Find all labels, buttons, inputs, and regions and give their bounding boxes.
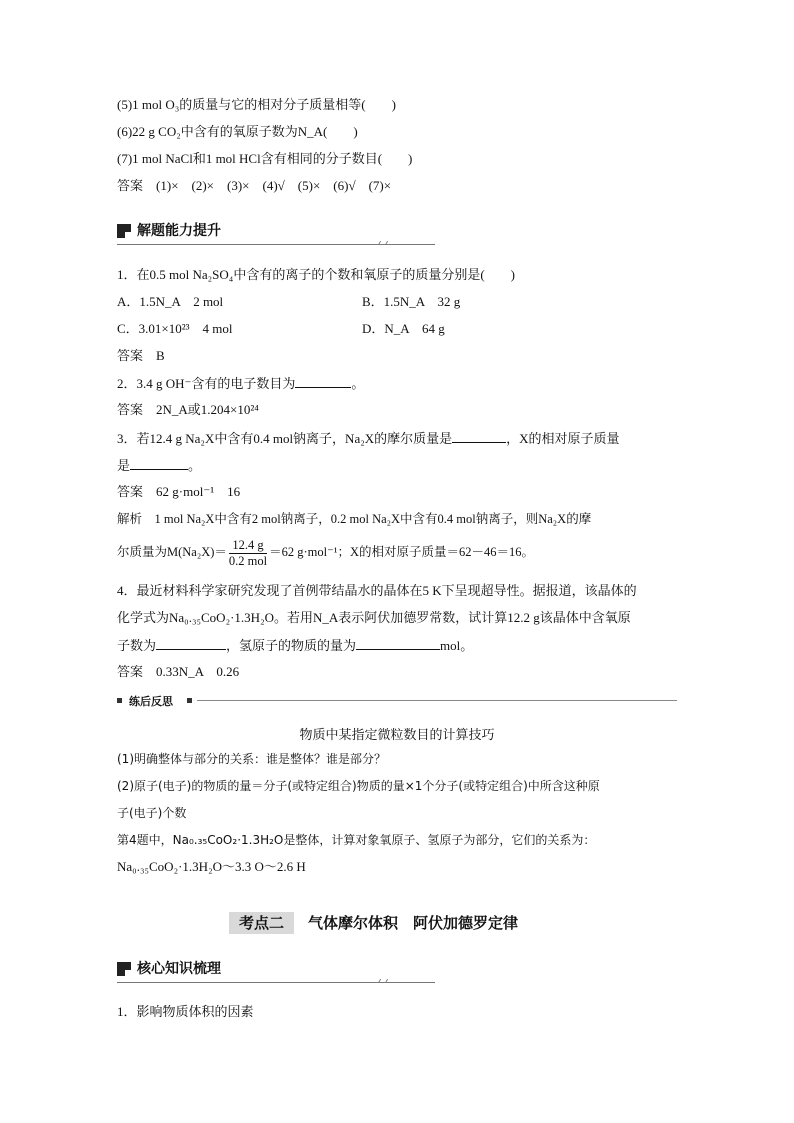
problem-1-option-c: C．3.01×10²³ 4 mol xyxy=(117,321,233,336)
answer-blank xyxy=(452,430,506,443)
section-rule xyxy=(117,244,435,245)
answer-line-top xyxy=(117,178,391,194)
problem-4-line1: 4．最近材料科学家研究发现了首例带结晶水的晶体在5 K下呈现超导性。据报道，该晶体的 xyxy=(117,583,637,598)
section-heading-solving xyxy=(117,221,437,241)
fraction: $\frac{12.4 g}{\text{0.2 mol}}$ xyxy=(228,537,268,568)
reflection-divider xyxy=(117,695,677,707)
question-6: (6)22 g CO₂中含有的氧原子数为N_A( ) xyxy=(117,124,358,139)
topic-heading xyxy=(229,912,518,934)
problem-4-answer: 答案 0.33N_A 0.26 xyxy=(117,664,240,679)
question-7: (7)1 mol NaCl和1 mol HCl含有相同的分子数目( ) xyxy=(117,151,413,166)
answer-blank xyxy=(130,457,188,470)
factor-line: 1．影响物质体积的因素 xyxy=(117,1004,254,1019)
problem-3-analysis-line2: 尔质量为M(Na₂X)＝ $\frac{12.4 g}{\text{0.2 mol}}$ ＝62 g·mol⁻¹；X的相对原子质量＝62－46＝16。 xyxy=(117,537,534,568)
problem-1-option-d: D．N_A 64 g xyxy=(362,321,445,336)
problem-3-stem-line2: 是 。 xyxy=(117,458,202,473)
tip-line-4: 第4题中，Na₀.₃₅CoO₂·1.3H₂O是整体，计算对象氧原子、氢原子为部分，它们的关系为： xyxy=(117,833,596,847)
problem-4-line2: 化学式为Na₀.₃₅CoO₂·1.3H₂O。若用N_A表示阿伏加德罗常数，试计算12.2 g该晶体中含氧原 xyxy=(117,610,631,625)
answer-blank xyxy=(356,637,440,650)
bullet-icon xyxy=(117,698,122,703)
tip-line-2: (2)原子(电子)的物质的量＝分子(或特定组合)物质的量×1个分子(或特定组合)中所含这种原 xyxy=(117,779,600,793)
tip-line-5: Na₀.₃₅CoO₂·1.3H₂O～3.3 O～2.6 H xyxy=(117,859,306,874)
section-rule xyxy=(117,982,435,983)
answer-blank xyxy=(295,375,351,388)
problem-2-answer: 答案 2N_A或1.204×10²⁴ xyxy=(117,402,259,417)
question-5: (5)1 mol O₃的质量与它的相对分子质量相等( ) xyxy=(117,97,396,112)
answer-blank xyxy=(156,637,226,650)
section-title: 核心知识梳理 xyxy=(137,961,221,977)
section-square-icon xyxy=(117,962,131,976)
reflection-rule xyxy=(197,700,677,701)
bullet-icon xyxy=(187,698,192,703)
problem-3-analysis-line1: 解析 1 mol Na₂X中含有2 mol钠离子，0.2 mol Na₂X中含有0.4 mol钠离子，则Na₂X的摩 xyxy=(117,512,592,526)
problem-4-line3: 子数为 ，氢原子的物质的量为 mol。 xyxy=(117,638,474,653)
tips-title: 物质中某指定微粒数目的计算技巧 xyxy=(299,728,495,743)
problem-1-answer: 答案 B xyxy=(117,348,165,363)
topic-tag: 考点二 xyxy=(229,912,294,934)
problem-1-stem: 1．在0.5 mol Na₂SO₄中含有的离子的个数和氧原子的质量分别是( ) xyxy=(117,267,515,282)
reflection-label: 练后反思 xyxy=(129,695,173,708)
section-heading-core xyxy=(117,959,437,979)
problem-2-stem: 2．3.4 g OH⁻含有的电子数目为 。 xyxy=(117,376,365,391)
answer-values: (1)× (2)× (3)× (4)√ (5)× (6)√ (7)× xyxy=(156,178,392,193)
tip-line-1: (1)明确整体与部分的关系：谁是整体？谁是部分？ xyxy=(117,752,386,766)
problem-3-answer: 答案 62 g·mol⁻¹ 16 xyxy=(117,484,241,499)
topic-title: 气体摩尔体积 阿伏加德罗定律 xyxy=(308,914,519,932)
problem-3-stem-line1: 3．若12.4 g Na₂X中含有0.4 mol钠离子，Na₂X的摩尔质量是 ，X的相对原子质量 xyxy=(117,431,620,446)
tip-line-3: 子(电子)个数 xyxy=(117,806,187,820)
section-square-icon xyxy=(117,224,131,238)
answer-label: 答案 xyxy=(117,178,144,193)
section-title: 解题能力提升 xyxy=(137,223,221,239)
problem-1-option-a: A．1.5N_A 2 mol xyxy=(117,294,224,309)
problem-1-option-b: B．1.5N_A 32 g xyxy=(362,294,461,309)
